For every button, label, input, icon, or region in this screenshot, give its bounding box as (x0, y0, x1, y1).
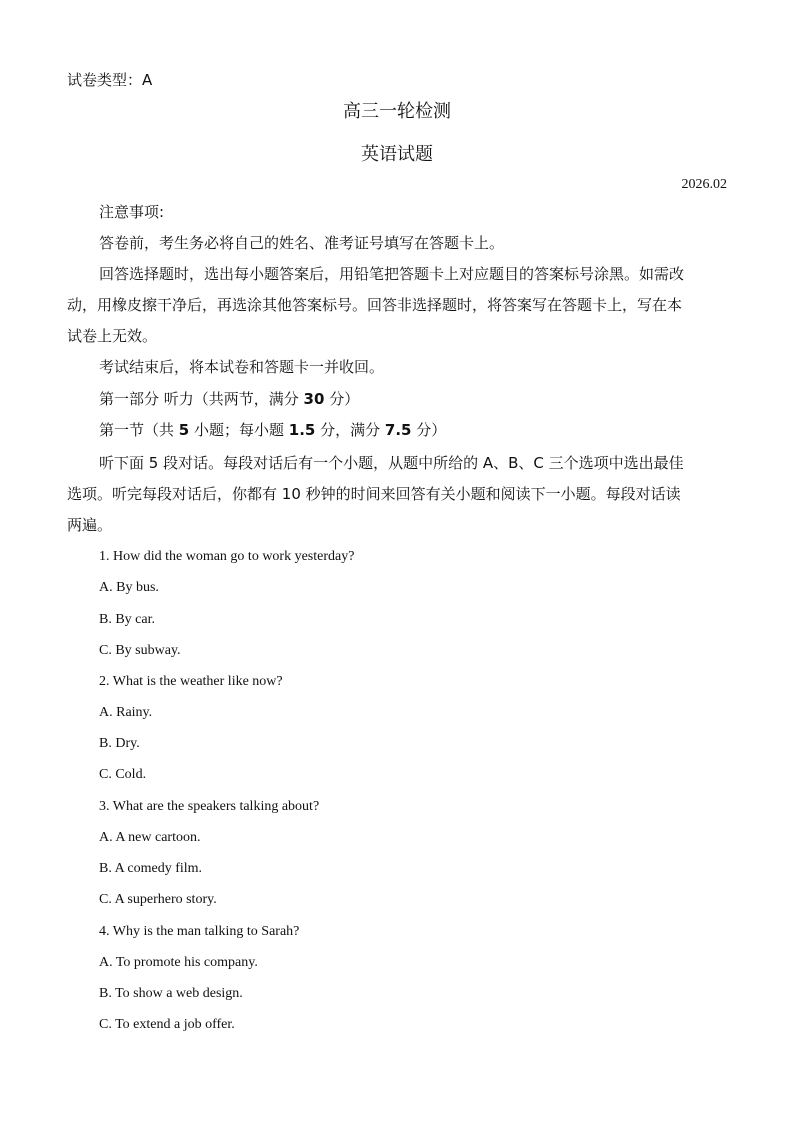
question-4-option-b: B. To show a web design. (99, 986, 243, 1001)
question-4-stem: 4. Why is the man talking to Sarah? (99, 924, 300, 939)
note-item-1: 答卷前，考生务必将自己的姓名、准考证号填写在答题卡上。 (99, 234, 505, 252)
question-1-option-c: C. By subway. (99, 643, 181, 658)
question-4-option-a: A. To promote his company. (99, 955, 258, 970)
part1-heading: 第一部分 听力（共两节，满分 30 分） (99, 390, 360, 408)
note-item-2-line-3: 试卷上无效。 (67, 327, 158, 345)
question-2-option-c: C. Cold. (99, 767, 147, 782)
exam-title: 高三一轮检测 (343, 101, 451, 122)
part1-total-score: 30 (303, 390, 325, 408)
paper-type-label: 试卷类型：A (67, 71, 153, 89)
notes-heading: 注意事项: (99, 203, 165, 221)
section1-instruction-line-3: 两遍。 (67, 516, 113, 534)
note-item-2-line-1: 回答选择题时，选出每小题答案后，用铅笔把答题卡上对应题目的答案标号涂黑。如需改 (99, 265, 685, 283)
question-2-stem: 2. What is the weather like now? (99, 674, 283, 689)
section1-score-total: 7.5 (384, 421, 412, 439)
question-3-option-b: B. A comedy film. (99, 861, 203, 876)
section1-instruction-line-1: 听下面 5 段对话。每段对话后有一个小题，从题中所给的 A、B、C 三个选项中选出最佳 (99, 454, 684, 472)
question-1-option-b: B. By car. (99, 612, 155, 627)
note-item-3: 考试结束后，将本试卷和答题卡一并收回。 (99, 358, 385, 376)
question-1-stem: 1. How did the woman go to work yesterday? (99, 549, 355, 564)
section1-instruction-line-2: 选项。听完每段对话后，你都有 10 秒钟的时间来回答有关小题和阅读下一小题。每段对话读 (67, 485, 681, 503)
question-3-option-a: A. A new cartoon. (99, 830, 201, 845)
exam-date: 2026.02 (681, 177, 727, 192)
note-item-2-line-2: 动，用橡皮擦干净后，再选涂其他答案标号。回答非选择题时，将答案写在答题卡上，写在本 (67, 296, 683, 314)
question-2-option-b: B. Dry. (99, 736, 140, 751)
question-1-option-a: A. By bus. (99, 580, 159, 595)
question-4-option-c: C. To extend a job offer. (99, 1017, 235, 1032)
question-3-stem: 3. What are the speakers talking about? (99, 799, 320, 814)
section1-question-count: 5 (178, 421, 190, 439)
section1-heading: 第一节（共 5 小题；每小题 1.5 分，满分 7.5 分） (99, 421, 447, 439)
question-2-option-a: A. Rainy. (99, 705, 153, 720)
exam-subject: 英语试题 (361, 144, 433, 165)
question-3-option-c: C. A superhero story. (99, 892, 217, 907)
section1-score-each: 1.5 (288, 421, 316, 439)
